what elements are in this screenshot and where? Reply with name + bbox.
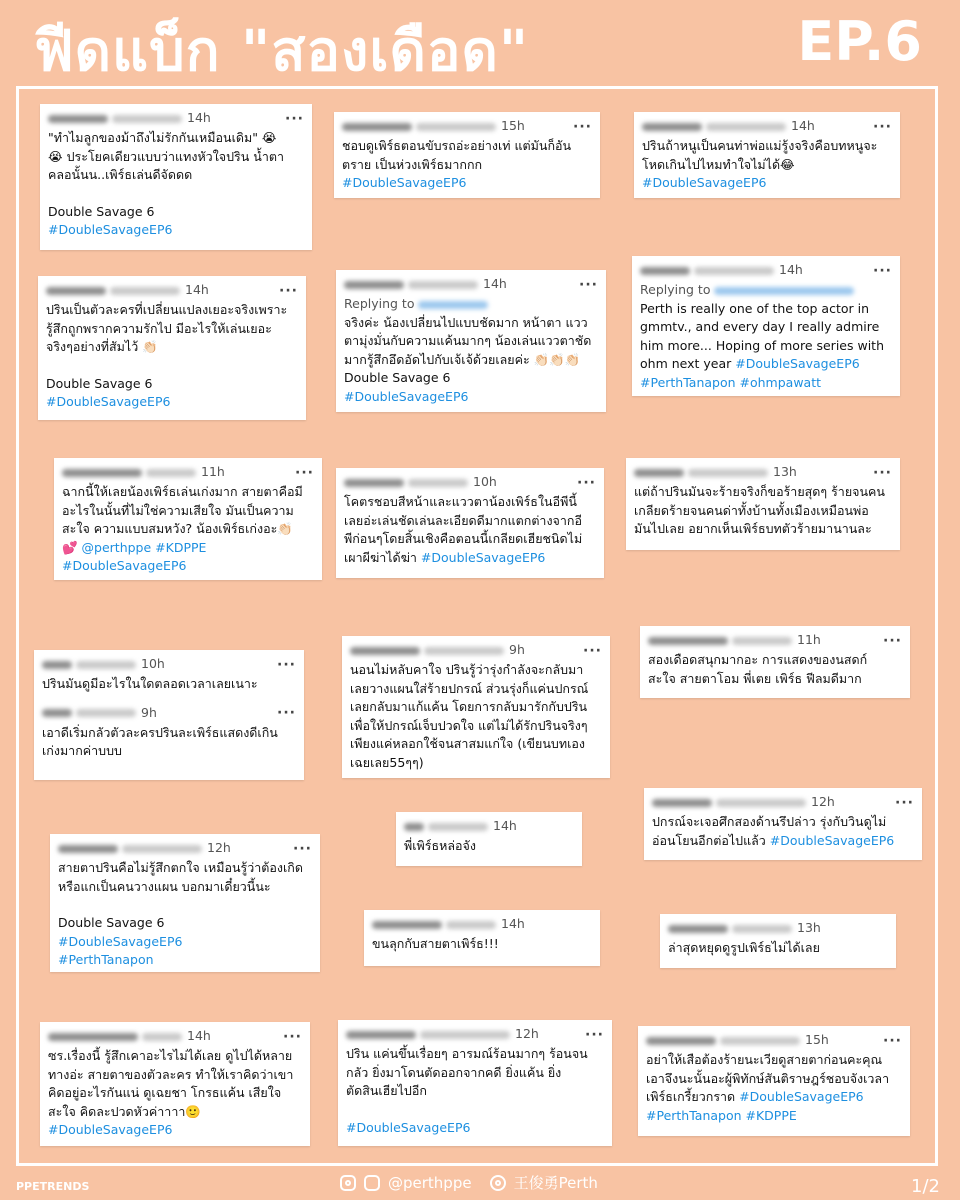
hashtag-link[interactable]: #DoubleSavageEP6 <box>62 558 187 573</box>
tweet-text: อะไรในนั้นที่ไม่ใช่ความเสียใจ มันเป็นความ <box>62 502 294 518</box>
tweet-text: จริงๆอย่างที่สัมไว้ 👏🏻 <box>46 339 158 354</box>
more-options-icon[interactable]: ··· <box>277 656 296 673</box>
tweet-text: ล่าสุดหยุดดูรูปเพิร์ธไม่ได้เลย <box>668 940 820 955</box>
tweet-time: 14h <box>501 916 525 932</box>
tweet-card[interactable] <box>336 468 604 578</box>
hashtag-link[interactable]: #DoubleSavageEP6 <box>46 394 171 409</box>
tweet-text: Perth is really one of the top actor in <box>640 300 869 316</box>
tweet-text: เกลียดร้ายจนคนด่าทั้งบ้านทั้งเมืองเหมือนพ่อ <box>634 502 869 518</box>
tweet-text: คิดอยู่อะไรกันแน่ ดูเฉยชา โกรธแค้น เสียใจ <box>48 1085 282 1100</box>
tweet-text: ปกรณ์จะเจอศึกสองด้านรึปล่าว รุ่งกับวินดูไม่ <box>652 814 887 829</box>
tweet-text: ปรินเป็นตัวละครที่เปลี่ยนแปลงเยอะจริงเพราะ <box>46 302 288 317</box>
tweet-card[interactable] <box>336 270 606 412</box>
tweet-time: 14h <box>779 262 803 278</box>
tweet-text: มันไปเลย อยากเห็นเพิร์ธบทตัวร้ายมานานละ <box>634 521 872 536</box>
tweet-text: พีก่อนๆโดยสิ้นเชิงคือตอนนี้เกลียดเฮียชนิดไม่ <box>344 531 583 546</box>
tweet-card[interactable] <box>660 914 896 968</box>
more-options-icon[interactable]: ··· <box>883 1032 902 1049</box>
tweet-text: ปรินถ้าหนูเป็นคนท่าพ่อแม่รู้งจริงคือบทหนูจะ <box>642 138 878 153</box>
tweet-time: 15h <box>805 1032 829 1048</box>
tweet-time: 9h <box>141 704 157 720</box>
page-title: ฟีดแบ็ก "สองเดือด" <box>34 19 530 84</box>
more-options-icon[interactable]: ··· <box>293 840 312 857</box>
more-options-icon[interactable]: ··· <box>585 1026 604 1043</box>
tweet-text: เพียงแค่หลอกใช้จนสาสมแก่ใจ (เขียนบทเอง <box>350 736 585 751</box>
tweet-text: ตราย เป็นห่วงเพิร์ธมากกก <box>342 156 483 172</box>
tweet-text: รู้สึกถูกพรากความรักไป มีอะไรให้เล่นเยอะ <box>46 320 272 336</box>
tweet-text: ตามุ่งมั่นกับความแค้นมากๆ น้องเล่นแววตาชัด <box>344 333 592 348</box>
tweet-time: 14h <box>187 110 211 126</box>
hashtag-link[interactable]: #DoubleSavageEP6 <box>420 549 546 565</box>
tweet-time: 13h <box>773 464 797 480</box>
social-handle: @perthppe <box>388 1173 472 1192</box>
tweet-text: หรือแกเป็นคนวางแผน บอกมาเดี๋ยวนี้นะ <box>58 878 271 894</box>
mention-link[interactable]: 💕 @perthppe #KDPPE <box>62 539 207 555</box>
social-handles <box>340 1172 598 1193</box>
hashtag-link[interactable]: #DoubleSavageEP6 <box>342 175 467 190</box>
tweet-card[interactable] <box>38 276 306 420</box>
more-options-icon[interactable]: ··· <box>573 118 592 135</box>
brand-label: PPETRENDS <box>16 1180 90 1193</box>
tweet-text: สะใจ สายตาโอม พี่เตย เพิร์ธ ฟีลมดีมาก <box>648 670 862 686</box>
tweet-card[interactable] <box>34 650 304 780</box>
hashtag-link[interactable]: #DoubleSavageEP6 <box>642 175 767 190</box>
hashtag-link[interactable]: #DoubleSavageEP6 <box>48 222 173 237</box>
page-indicator: 1/2 <box>911 1176 940 1197</box>
more-options-icon[interactable]: ··· <box>873 464 892 481</box>
tweet-text: Double Savage 6 <box>48 203 155 219</box>
tweet-text: Double Savage 6 <box>46 375 153 391</box>
tweet-text: Double Savage 6 <box>58 915 165 930</box>
tweet-text: him more... Hoping of more series with <box>640 337 884 353</box>
tweet-text: นอนไม่หลับคาใจ ปรินรู้ว่ารุ่งกำลังจะกลับมา <box>350 662 584 677</box>
more-options-icon[interactable]: ··· <box>283 1028 302 1045</box>
tweet-card[interactable] <box>396 812 582 866</box>
tweet-text: เลยอ่ะเล่นชัดเล่นละเอียดดีมากแตกต่างจากอี <box>344 512 582 528</box>
tweet-text: ปริน แค่นขึ้นเรื่อยๆ อารมณ์ร้อนมากๆ ร้อนจน <box>346 1046 588 1061</box>
tweet-card[interactable] <box>54 458 322 580</box>
instagram-icon <box>340 1175 356 1191</box>
hashtag-link[interactable]: #PerthTanapon #ohmpawatt <box>640 374 822 390</box>
tweet-text: เผาผีฆ่าได้ฆ่า #DoubleSavageEP6 <box>344 549 546 565</box>
tweet-text: ซร.เรื่องนี้ รู้สึกเคาอะไรไม่ได้เลย ดูไปได้หลาย <box>48 1048 293 1063</box>
more-options-icon[interactable]: ··· <box>583 642 602 659</box>
tweet-time: 11h <box>797 632 821 648</box>
hashtag-link[interactable]: #DoubleSavageEP6 <box>344 388 469 404</box>
tweet-time: 12h <box>207 840 231 856</box>
tweet-text: เลยกลับมาแก้แค้น โดยการกลับมารักกับปริน <box>350 699 588 714</box>
tweet-text: อย่าให้เสือต้องร้ายนะเวียดูสายตาก่อนคะคุณ <box>646 1052 883 1067</box>
tweet-time: 14h <box>185 282 209 298</box>
tweet-time: 9h <box>509 642 525 658</box>
tweet-card[interactable] <box>342 636 610 778</box>
tweet-time: 10h <box>473 474 497 490</box>
tweet-text: 😭 ประโยคเดียวแบบว่าแทงหัวใจปริน น้ำตา <box>48 148 284 164</box>
tweet-text: ohm next year #DoubleSavageEP6 <box>640 356 860 371</box>
tweet-time: 12h <box>811 794 835 810</box>
tweet-text: มากรู้สึกอึดอัดไปกับเจ้เจ้ด้วยเลยค่ะ 👏🏻👏🏻👏🏻 <box>344 351 581 367</box>
twitter-icon <box>364 1175 380 1191</box>
tweet-text: จริงค่ะ น้องเปลี่ยนไปแบบชัดมาก หน้าตา แวว <box>344 314 588 330</box>
tweet-card[interactable] <box>338 1020 612 1146</box>
tweet-text: ฉากนี้ให้เลยน้องเพิร์ธเล่นเก่งมาก สายตาคือมี <box>62 484 303 499</box>
tweet-time: 13h <box>797 920 821 936</box>
tweet-text: เลยวางแผนใส่ร้ายปกรณ์ ส่วนรุ่งก็แค่นปกรณ์ <box>350 680 589 696</box>
hashtag-link[interactable]: #DoubleSavageEP6 <box>735 356 860 371</box>
tweet-card[interactable] <box>640 626 910 698</box>
hashtag-link[interactable]: #DoubleSavageEP6 <box>739 1089 864 1104</box>
tweet-text: สะใจ คิดละปวดหัวค่าาาา🙂 <box>48 1103 201 1119</box>
tweet-text: ขนลุกกับสายตาเพิร์ธ!!! <box>372 936 499 951</box>
tweet-time: 14h <box>483 276 507 292</box>
tweet-text: เอาจึงนะนั้นอะผู้พิทักษ์สันติราษฎร์ชอบจังเวลา <box>646 1070 890 1086</box>
tweet-card[interactable] <box>40 104 312 250</box>
tweet-card[interactable] <box>334 112 600 198</box>
tweet-text: ทางอ่ะ สายตาของตัวละคร ทำให้เราคิดว่าเขา <box>48 1066 294 1082</box>
weibo-icon <box>490 1175 506 1191</box>
tweet-time: 12h <box>515 1026 539 1042</box>
hashtag-link[interactable]: #DoubleSavageEP6 <box>48 1122 173 1137</box>
weibo-handle: 王俊勇Perth <box>513 1174 598 1192</box>
more-options-icon[interactable]: ··· <box>883 632 902 649</box>
tweet-text: คลอนั้นน..เพิร์ธเล่นดีจัดดด <box>48 167 193 182</box>
tweet-text: gmmtv., and every day I really admire <box>640 319 880 334</box>
tweet-text: สายตาปรินคือไม่รู้สึกตกใจ เหมือนรู้ว่าต้องเกิด <box>58 860 303 875</box>
more-options-icon[interactable]: ··· <box>285 110 304 127</box>
tweet-text: พี่เพิร์ธหล่อจัง <box>404 838 476 853</box>
more-options-icon[interactable]: ··· <box>279 282 298 299</box>
tweet-text: ปรินมันดูมีอะไรในใดตลอดเวลาเลยเนาะ <box>42 676 258 691</box>
more-options-icon[interactable]: ··· <box>873 262 892 279</box>
tweet-text: สองเดือดสนุกมากอะ การแสดงของนสดก์ <box>648 652 868 667</box>
tweet-card[interactable] <box>644 788 922 860</box>
tweet-text: "ทำไมลูกของม้าถึงไม่รักกันเหมือนเดิม" 😭 <box>48 130 277 145</box>
tweet-card[interactable] <box>638 1026 910 1136</box>
reply-label: Replying to <box>640 281 892 300</box>
tweet-text: สะใจ ความแบบสมหวัง? น้องเพิร์ธเก่งอะ👏🏻 <box>62 521 293 536</box>
hashtag-link[interactable]: #DoubleSavageEP6 <box>769 832 895 848</box>
tweet-time: 10h <box>141 656 165 672</box>
tweet-text: ชอบดูเพิร์ธตอนขับรถอ่ะอย่างเท่ แต่มันก็อัน <box>342 138 572 153</box>
more-options-icon[interactable]: ··· <box>895 794 914 811</box>
tweet-card[interactable] <box>626 458 900 550</box>
tweet-text: เอาดีเริ่มกลัวตัวละครปรินละเพิร์ธแสดงดีเกิน <box>42 724 278 740</box>
hashtag-link[interactable]: #DoubleSavageEP6 <box>58 933 183 949</box>
tweet-text: เพิร์ธเกรี้ยวกราด #DoubleSavageEP6 <box>646 1089 864 1104</box>
tweet-text: โหดเกินไปไหมทำใจไม่ได้😂 <box>642 156 795 172</box>
tweet-card[interactable] <box>364 910 600 966</box>
tweet-text: โคตรชอบสีหน้าและแววตาน้องเพิร์ธในอีพีนี้ <box>344 494 577 509</box>
tweet-card[interactable] <box>632 256 900 396</box>
tweet-card[interactable] <box>634 112 900 198</box>
tweet-time: 14h <box>791 118 815 134</box>
hashtag-link[interactable]: #PerthTanapon <box>58 952 154 967</box>
more-options-icon[interactable]: ··· <box>577 474 596 491</box>
tweet-text: แต่ถ้าปรินมันจะร้ายจริงก็ขอร้ายสุดๆ ร้ายจนคน <box>634 484 885 499</box>
tweet-text: เฉยเลย55ๆๆ) <box>350 754 424 770</box>
more-options-icon[interactable]: ··· <box>277 705 296 721</box>
tweet-text: ตัดสินเฮียไปอีก <box>346 1083 427 1098</box>
tweet-text: Double Savage 6 <box>344 370 451 385</box>
tweet-text: อ่อนโยนอีกต่อไปแล้ว #DoubleSavageEP6 <box>652 832 895 848</box>
tweet-text: กลัว ยิ่งมาโดนตัดออกจากคดี ยิ่งแค้น ยิ่ง <box>346 1064 562 1080</box>
tweet-text: เก่งมากค่าบบบ <box>42 743 122 758</box>
reply-label: Replying to <box>344 295 598 314</box>
tweet-card[interactable] <box>50 834 320 972</box>
more-options-icon[interactable]: ··· <box>873 118 892 135</box>
episode-label: EP.6 <box>797 10 922 73</box>
more-options-icon[interactable]: ··· <box>579 276 598 293</box>
tweet-time: 11h <box>201 464 225 480</box>
hashtag-link[interactable]: #DoubleSavageEP6 <box>346 1119 471 1135</box>
more-options-icon[interactable]: ··· <box>295 464 314 481</box>
tweet-text: เพื่อให้ปกรณ์เจ็บปวดใจ แต่ไม่ได้รักปรินจริงๆ <box>350 717 588 733</box>
tweet-time: 14h <box>187 1028 211 1044</box>
tweet-time: 14h <box>493 818 517 834</box>
tweet-time: 15h <box>501 118 525 134</box>
hashtag-link[interactable]: #PerthTanapon #KDPPE <box>646 1107 797 1123</box>
tweet-card[interactable] <box>40 1022 310 1146</box>
